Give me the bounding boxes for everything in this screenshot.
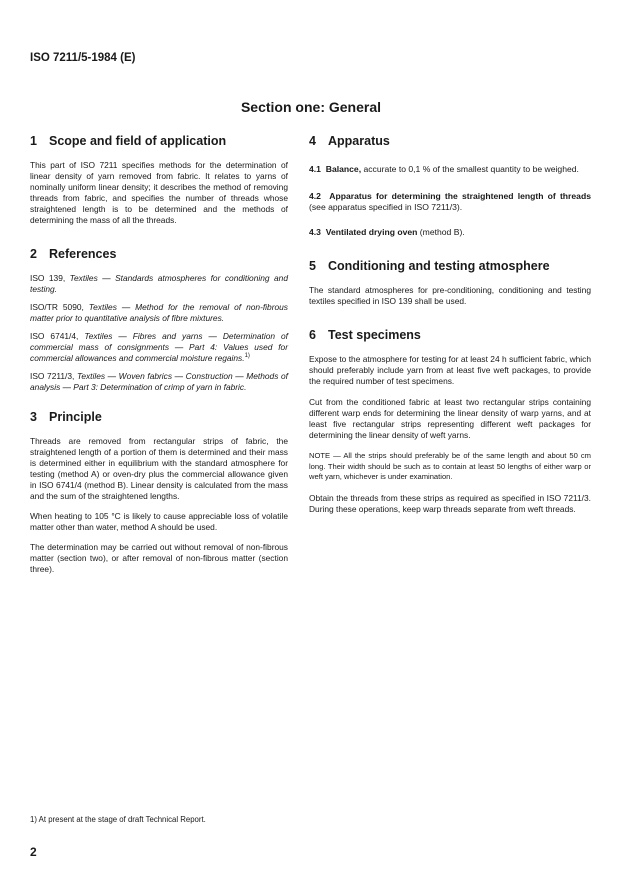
item-number: 4.3 <box>309 227 321 237</box>
apparatus-item <box>309 227 591 238</box>
heading-conditioning <box>309 259 591 273</box>
reference-title: Textiles — Standards atmospheres for conditioning and testing. <box>30 273 288 294</box>
conditioning-paragraph: The standard atmospheres for pre-conditioning, conditioning and testing textiles specified in ISO 139 shall be used. <box>309 285 591 306</box>
principle-paragraph: Threads are removed from rectangular strips of fabric, the straightened length of a portion of them is determined and their mass is determined either in equilibrium with the standard atmosphere for testing (method A) or oven-dry plus the commercial allowance given in ISO 6741/4 (method B). Linear density is calculated from the mass and the sum of the straightened lengths. <box>30 436 288 501</box>
scope-paragraph: This part of ISO 7211 specifies methods for the determination of linear density of yarn removed from fabric. It relates to yarns of nominally uniform linear density; it describes the method of removing threads from fabric, and specifies the number of threads whose straightened length is to be determined and the methods of determining the mass of all the threads. <box>30 160 288 225</box>
item-text: (see apparatus specified in ISO 7211/3). <box>309 202 463 212</box>
reference-id: ISO 7211/3, <box>30 371 77 381</box>
principle-paragraph: When heating to 105 °C is likely to cause appreciable loss of volatile matter other than water, method A should be used. <box>30 511 288 532</box>
reference-title: Textiles — Fibres and yarns — Determination of commercial mass of consignments — Part 4: Values used for commercial allowances and commercial moisture regains. <box>30 331 288 363</box>
heading-principle <box>30 410 288 424</box>
page-number: 2 <box>30 845 37 859</box>
heading-references <box>30 247 288 261</box>
reference-item <box>30 302 288 324</box>
note-text: NOTE — All the strips should preferably be of the same length and about 50 cm long. Their width should be such as to contain at least 50 lengths of either warp or weft yarn, whichever is under examination. <box>309 451 591 481</box>
heading-test-specimens <box>309 328 591 342</box>
document-id: ISO 7211/5-1984 (E) <box>30 52 136 64</box>
item-label: Balance, <box>325 164 362 174</box>
principle-paragraph: The determination may be carried out without removal of non-fibrous matter (section two), or after removal of non-fibrous matter (section three). <box>30 542 288 574</box>
apparatus-item <box>309 191 591 213</box>
heading-number: 1 <box>30 134 37 148</box>
heading-text: References <box>49 247 117 261</box>
section-title: Section one: General <box>240 99 382 115</box>
reference-item <box>30 273 288 295</box>
heading-scope <box>30 134 288 148</box>
heading-text: Scope and field of application <box>49 134 227 148</box>
left-column <box>30 134 288 575</box>
item-number: 4.2 <box>309 191 321 201</box>
item-number: 4.1 <box>309 164 321 174</box>
footnote: 1) At present at the stage of draft Technical Report. <box>30 815 206 824</box>
heading-number: 3 <box>30 410 37 424</box>
reference-id: ISO 139, <box>30 273 70 283</box>
specimens-paragraph: Cut from the conditioned fabric at least two rectangular strips containing different warp ends for determining the linear density of warp yarns, and at least five rectangular strips representing different weft packages for determining the linear density of weft yarns. <box>309 397 591 440</box>
apparatus-item <box>309 164 591 175</box>
right-column <box>309 134 591 515</box>
item-text: (method B). <box>417 227 465 237</box>
specimens-paragraph: Expose to the atmosphere for testing for at least 24 h sufficient fabric, which should preferably include yarn from at least five weft packages, to provide the required number of test specimens. <box>309 354 591 386</box>
heading-number: 6 <box>309 328 316 342</box>
reference-item <box>30 331 288 364</box>
heading-apparatus <box>309 134 591 148</box>
item-label: Apparatus for determining the straightened length of threads <box>329 191 591 201</box>
heading-text: Principle <box>49 410 102 424</box>
reference-title: Textiles — Method for the removal of non-fibrous matter prior to quantitative analysis of fibre mixtures. <box>30 302 288 323</box>
footnote-marker: 1) <box>244 353 250 360</box>
heading-text: Conditioning and testing atmosphere <box>328 259 550 273</box>
heading-text: Test specimens <box>328 328 421 342</box>
heading-text: Apparatus <box>328 134 390 148</box>
specimens-paragraph: Obtain the threads from these strips as required as specified in ISO 7211/3. During these operations, keep warp threads separate from weft threads. <box>309 492 591 514</box>
reference-title: Textiles — Woven fabrics — Construction — Methods of analysis — Part 3: Determination of crimp of yarn in fabric. <box>30 371 288 392</box>
heading-number: 2 <box>30 247 37 261</box>
item-label: Ventilated drying oven <box>325 227 418 237</box>
reference-id: ISO 6741/4, <box>30 331 85 341</box>
heading-number: 4 <box>309 134 316 148</box>
reference-item <box>30 371 288 393</box>
heading-number: 5 <box>309 259 316 273</box>
reference-id: ISO/TR 5090, <box>30 302 89 312</box>
item-text: accurate to 0,1 % of the smallest quantity to be weighed. <box>361 164 579 174</box>
